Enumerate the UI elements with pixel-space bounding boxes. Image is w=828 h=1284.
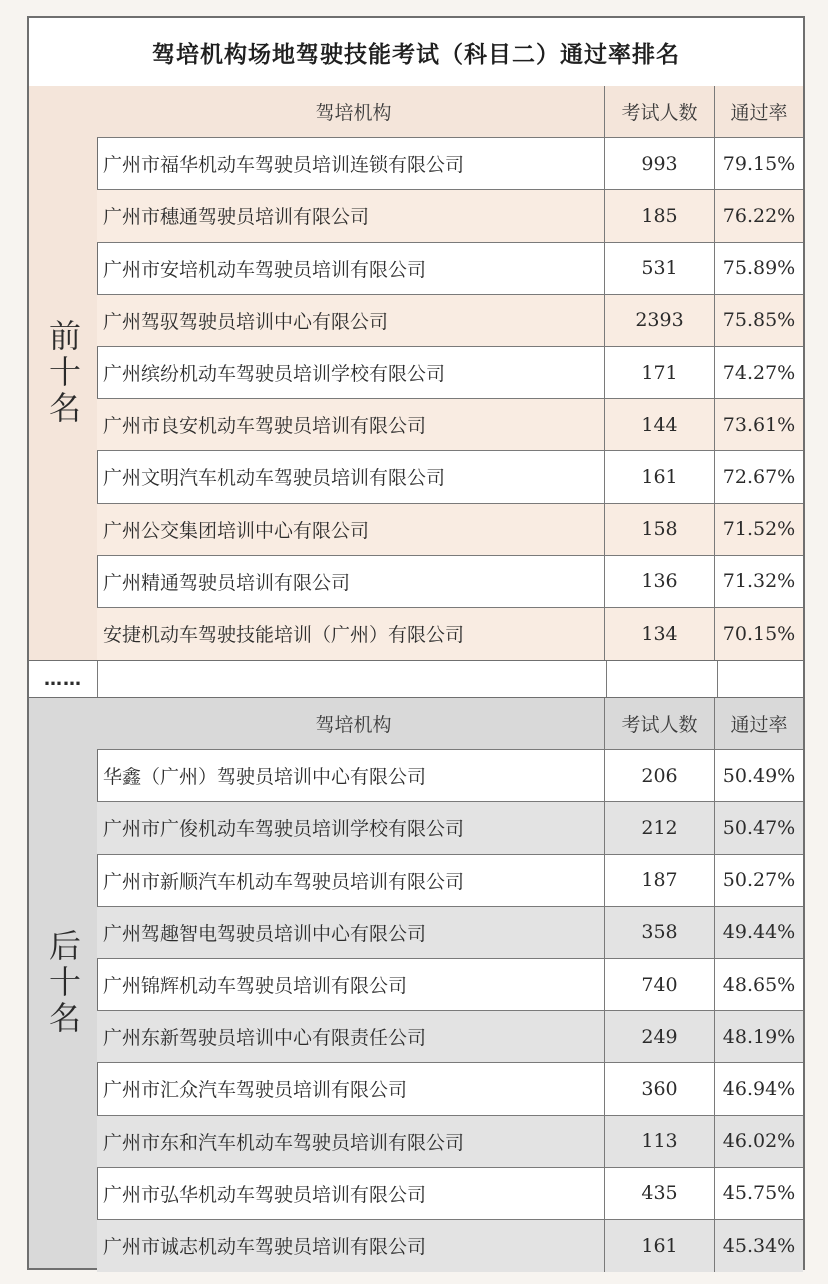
bottom-ten-table <box>97 698 803 1268</box>
institution-name: 广州驾驭驾驶员培训中心有限公司 <box>97 295 605 346</box>
table-header-row <box>97 86 803 138</box>
exam-count: 136 <box>605 556 715 607</box>
header-pass-rate: 通过率 <box>730 102 788 125</box>
table-row <box>97 750 803 802</box>
table-row <box>97 347 803 399</box>
pass-rate: 79.15% <box>722 152 796 175</box>
ellipsis-row <box>29 660 803 698</box>
exam-count: 113 <box>605 1116 715 1167</box>
exam-count: 185 <box>605 190 715 241</box>
exam-count: 993 <box>605 138 715 189</box>
exam-count: 531 <box>605 243 715 294</box>
institution-name: 广州市汇众汽车驾驶员培训有限公司 <box>97 1063 605 1114</box>
table-title: 驾培机构场地驾驶技能考试（科目二）通过率排名 <box>29 18 803 87</box>
pass-rate: 70.15% <box>722 622 796 645</box>
institution-name: 广州文明汽车机动车驾驶员培训有限公司 <box>97 451 605 502</box>
pass-rate: 76.22% <box>722 204 796 227</box>
institution-name: 广州缤纷机动车驾驶员培训学校有限公司 <box>97 347 605 398</box>
table-row <box>97 243 803 295</box>
header-institution: 驾培机构 <box>97 86 605 137</box>
pass-rate: 75.85% <box>722 309 796 332</box>
bottom-ten-label-text: 后十名 <box>44 929 82 1037</box>
table-row <box>97 907 803 959</box>
institution-name: 广州精通驾驶员培训有限公司 <box>97 556 605 607</box>
pass-rate: 73.61% <box>722 413 796 436</box>
institution-name: 广州市良安机动车驾驶员培训有限公司 <box>97 399 605 450</box>
header-exam-count: 考试人数 <box>605 86 715 137</box>
pass-rate: 46.02% <box>722 1130 796 1153</box>
exam-count: 144 <box>605 399 715 450</box>
pass-rate: 75.89% <box>722 257 796 280</box>
table-row <box>97 1168 803 1220</box>
ellipsis-text: …… <box>29 661 98 697</box>
table-header-row <box>97 698 803 750</box>
pass-rate: 48.19% <box>722 1025 796 1048</box>
table-row <box>97 138 803 190</box>
exam-count: 360 <box>605 1063 715 1114</box>
institution-name: 广州市新顺汽车机动车驾驶员培训有限公司 <box>97 855 605 906</box>
header-pass-rate: 通过率 <box>730 714 788 737</box>
table-row <box>97 1116 803 1168</box>
pass-rate: 71.52% <box>722 518 796 541</box>
exam-count: 171 <box>605 347 715 398</box>
bottom-ten-section <box>29 698 803 1268</box>
table-row <box>97 399 803 451</box>
table-row <box>97 802 803 854</box>
header-institution: 驾培机构 <box>97 698 605 749</box>
table-row <box>97 1063 803 1115</box>
table-row <box>97 504 803 556</box>
bottom-ten-label <box>29 698 98 1268</box>
exam-count: 435 <box>605 1168 715 1219</box>
table-row <box>97 608 803 660</box>
institution-name: 广州驾趣智电驾驶员培训中心有限公司 <box>97 907 605 958</box>
exam-count: 161 <box>605 1220 715 1272</box>
top-ten-label <box>29 86 98 660</box>
ellipsis-empty-cell <box>607 661 718 697</box>
pass-rate: 45.75% <box>722 1182 796 1205</box>
institution-name: 广州市东和汽车机动车驾驶员培训有限公司 <box>97 1116 605 1167</box>
institution-name: 广州公交集团培训中心有限公司 <box>97 504 605 555</box>
top-ten-table <box>97 86 803 660</box>
exam-count: 134 <box>605 608 715 660</box>
institution-name: 广州市福华机动车驾驶员培训连锁有限公司 <box>97 138 605 189</box>
institution-name: 广州市穗通驾驶员培训有限公司 <box>97 190 605 241</box>
ellipsis-empty-cell <box>98 661 607 697</box>
institution-name: 广州市弘华机动车驾驶员培训有限公司 <box>97 1168 605 1219</box>
top-ten-section <box>29 86 803 660</box>
exam-count: 358 <box>605 907 715 958</box>
exam-count: 2393 <box>605 295 715 346</box>
ranking-table-frame <box>27 16 805 1270</box>
institution-name: 广州锦辉机动车驾驶员培训有限公司 <box>97 959 605 1010</box>
pass-rate: 46.94% <box>722 1077 796 1100</box>
pass-rate: 50.47% <box>722 816 796 839</box>
pass-rate: 72.67% <box>722 465 796 488</box>
institution-name: 广州市安培机动车驾驶员培训有限公司 <box>97 243 605 294</box>
pass-rate: 45.34% <box>722 1234 796 1257</box>
pass-rate: 48.65% <box>722 973 796 996</box>
table-row <box>97 295 803 347</box>
exam-count: 158 <box>605 504 715 555</box>
pass-rate: 50.27% <box>722 869 796 892</box>
top-ten-label-text: 前十名 <box>44 319 82 427</box>
ellipsis-empty-cell <box>718 661 803 697</box>
table-row <box>97 1220 803 1272</box>
exam-count: 212 <box>605 802 715 853</box>
exam-count: 206 <box>605 750 715 801</box>
institution-name: 华鑫（广州）驾驶员培训中心有限公司 <box>97 750 605 801</box>
table-row <box>97 1011 803 1063</box>
pass-rate: 50.49% <box>722 764 796 787</box>
pass-rate: 74.27% <box>722 361 796 384</box>
table-row <box>97 451 803 503</box>
header-exam-count: 考试人数 <box>605 698 715 749</box>
pass-rate: 71.32% <box>722 570 796 593</box>
institution-name: 广州市诚志机动车驾驶员培训有限公司 <box>97 1220 605 1272</box>
exam-count: 161 <box>605 451 715 502</box>
table-row <box>97 556 803 608</box>
exam-count: 249 <box>605 1011 715 1062</box>
table-row <box>97 190 803 242</box>
exam-count: 740 <box>605 959 715 1010</box>
institution-name: 广州东新驾驶员培训中心有限责任公司 <box>97 1011 605 1062</box>
table-row <box>97 959 803 1011</box>
exam-count: 187 <box>605 855 715 906</box>
institution-name: 安捷机动车驾驶技能培训（广州）有限公司 <box>97 608 605 660</box>
table-row <box>97 855 803 907</box>
pass-rate: 49.44% <box>722 921 796 944</box>
institution-name: 广州市广俊机动车驾驶员培训学校有限公司 <box>97 802 605 853</box>
